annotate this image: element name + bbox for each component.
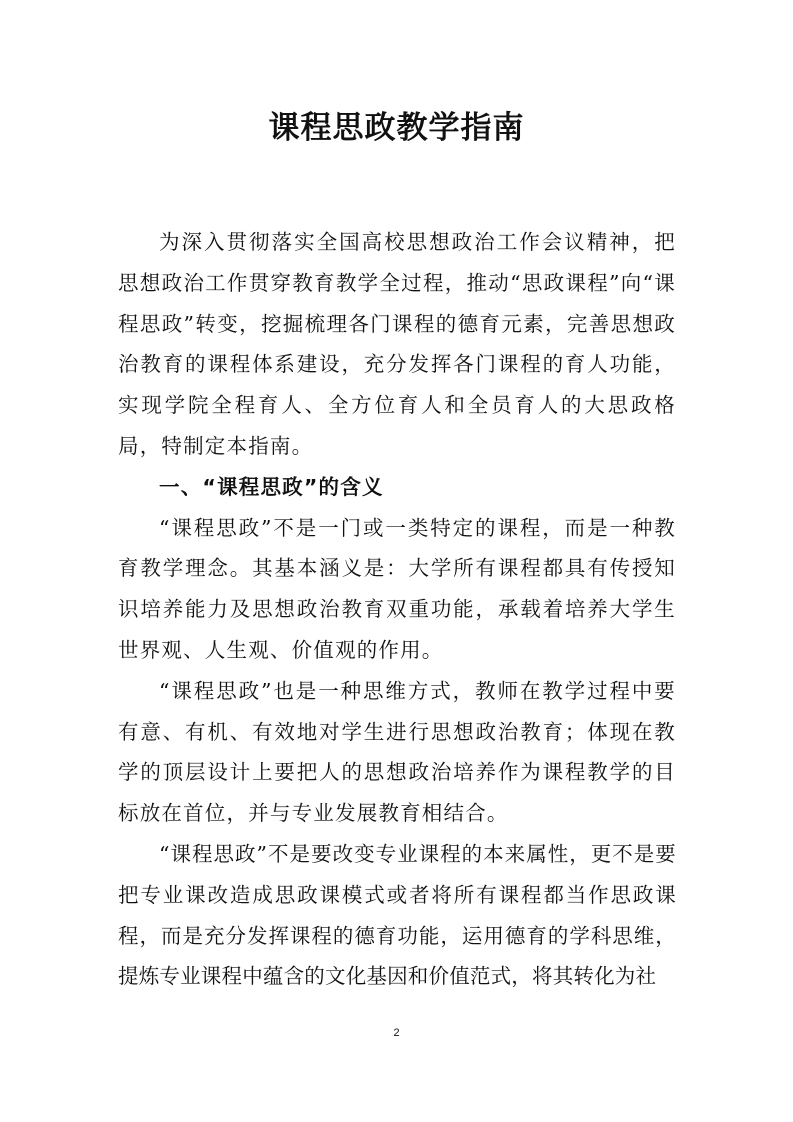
document-body <box>118 222 676 997</box>
section-paragraph-1: “课程思政”不是一门或一类特定的课程，而是一种教育教学理念。其基本涵义是：大学所有课程都具有传授知识培养能力及思想政治教育双重功能，承载着培养大学生世界观、人生观、价值观的作用。 <box>118 515 676 662</box>
document-title: 课程思政教学指南 <box>268 110 525 146</box>
section-paragraph-3: “课程思政”不是要改变专业课程的本来属性，更不是要把专业课改造成思政课模式或者将所有课程都当作思政课程，而是充分发挥课程的德育功能，运用德育的学科思维，提炼专业课程中蕴含的文化基因和价值范式，将其转化为社 <box>118 841 676 989</box>
intro-paragraph: 为深入贯彻落实全国高校思想政治工作会议精神，把思想政治工作贯穿教育教学全过程，推动“思政课程”向“课程思政”转变，挖掘梳理各门课程的德育元素，完善思想政治教育的课程体系建设，充分发挥各门课程的育人功能，实现学院全程育人、全方位育人和全员育人的大思政格局，特制定本指南。 <box>118 230 676 458</box>
page-number: 2 <box>393 1027 400 1039</box>
section-paragraph-2: “课程思政”也是一种思维方式，教师在教学过程中要有意、有机、有效地对学生进行思想政治教育；体现在教学的顶层设计上要把人的思想政治培养作为课程教学的目标放在首位，并与专业发展教育相结合。 <box>118 678 676 826</box>
section-heading: 一、“课程思政”的含义 <box>159 474 384 499</box>
